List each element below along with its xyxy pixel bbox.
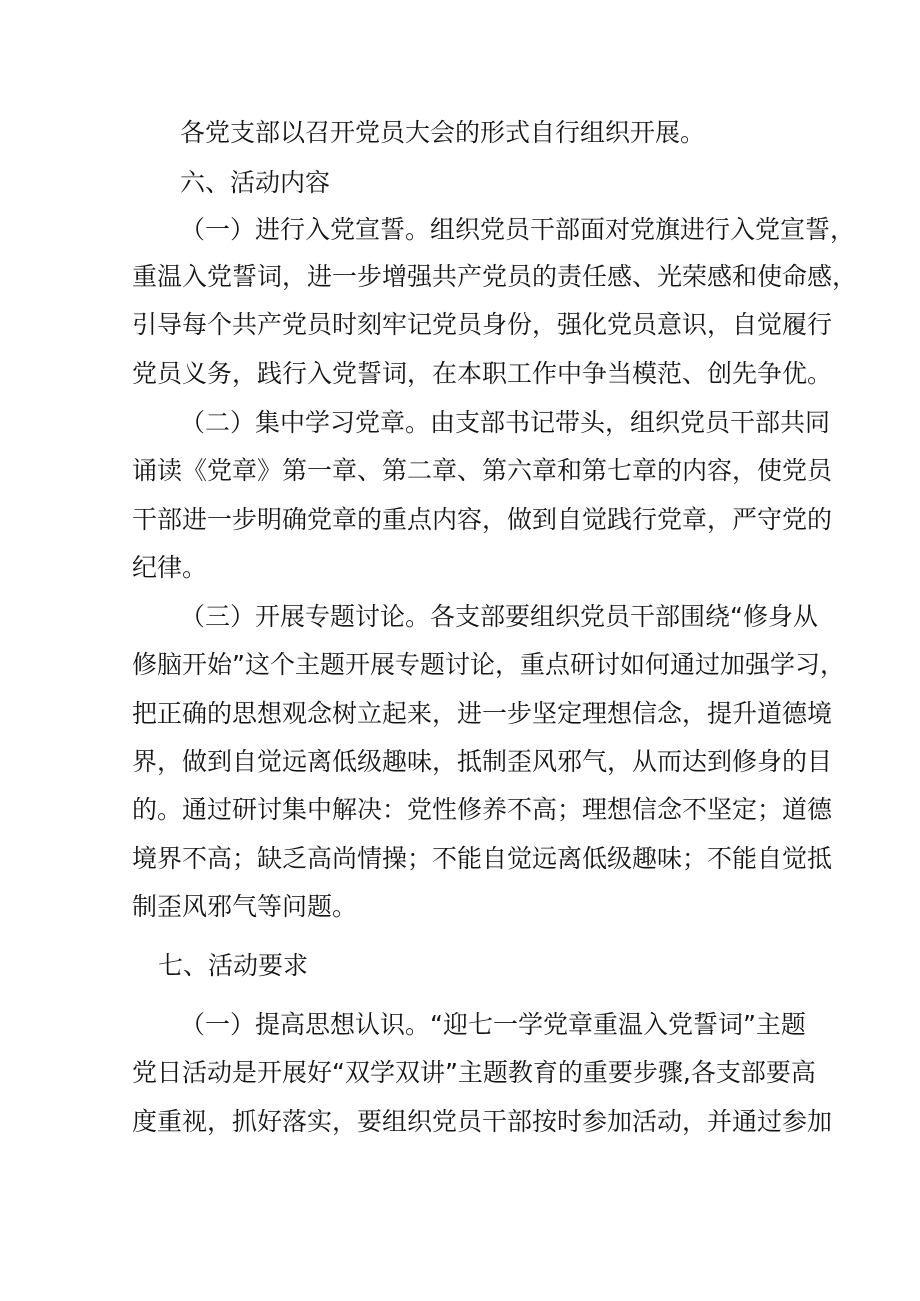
section-heading: 七、活动要求 [158,951,309,980]
section-heading: 六、活动内容 [180,168,331,197]
text-line: 各党支部以召开党员大会的形式自行组织开展。 [180,118,706,147]
text-line: 把正确的思想观念树立起来，进一步坚定理想信念，提升道德境 [132,699,833,728]
text-line: （一）进行入党宣誓。组织党员干部面对党旗进行入党宣誓， [180,215,856,244]
text-line: （二）集中学习党章。由支部书记带头，组织党员干部共同 [180,408,831,437]
text-line: 界，做到自觉远离低级趣味，抵制歪风邪气，从而达到修身的目 [132,747,833,776]
text-line: （三）开展专题讨论。各支部要组织党员干部围绕“修身从 [180,602,818,631]
text-line: 纪律。 [132,553,208,582]
text-line: 引导每个共产党员时刻牢记党员身份，强化党员意识，自觉履行 [132,310,833,339]
text-line: 干部进一步明确党章的重点内容，做到自觉践行党章，严守党的 [132,505,833,534]
text-line: 的。通过研讨集中解决：党性修养不高；理想信念不坚定；道德 [132,795,833,824]
text-line: 党员义务，践行入党誓词，在本职工作中争当模范、创先争优。 [132,359,833,388]
text-line: （一）提高思想认识。“迎七一学党章重温入党誓词”主题 [180,1010,806,1039]
text-line: 修脑开始”这个主题开展专题讨论，重点研讨如何通过加强学习， [132,650,845,679]
text-line: 制歪风邪气等问题。 [132,892,358,921]
text-line: 党日活动是开展好“双学双讲”主题教育的重要步骤,各支部要高 [132,1058,816,1087]
text-line: 重温入党誓词，进一步增强共产党员的责任感、光荣感和使命感， [132,262,858,291]
text-line: 度重视，抓好落实，要组织党员干部按时参加活动，并通过参加 [132,1107,833,1136]
text-line: 诵读《党章》第一章、第二章、第六章和第七章的内容，使党员 [132,456,833,485]
text-line: 境界不高；缺乏高尚情操；不能自觉远离低级趣味；不能自觉抵 [132,844,833,873]
